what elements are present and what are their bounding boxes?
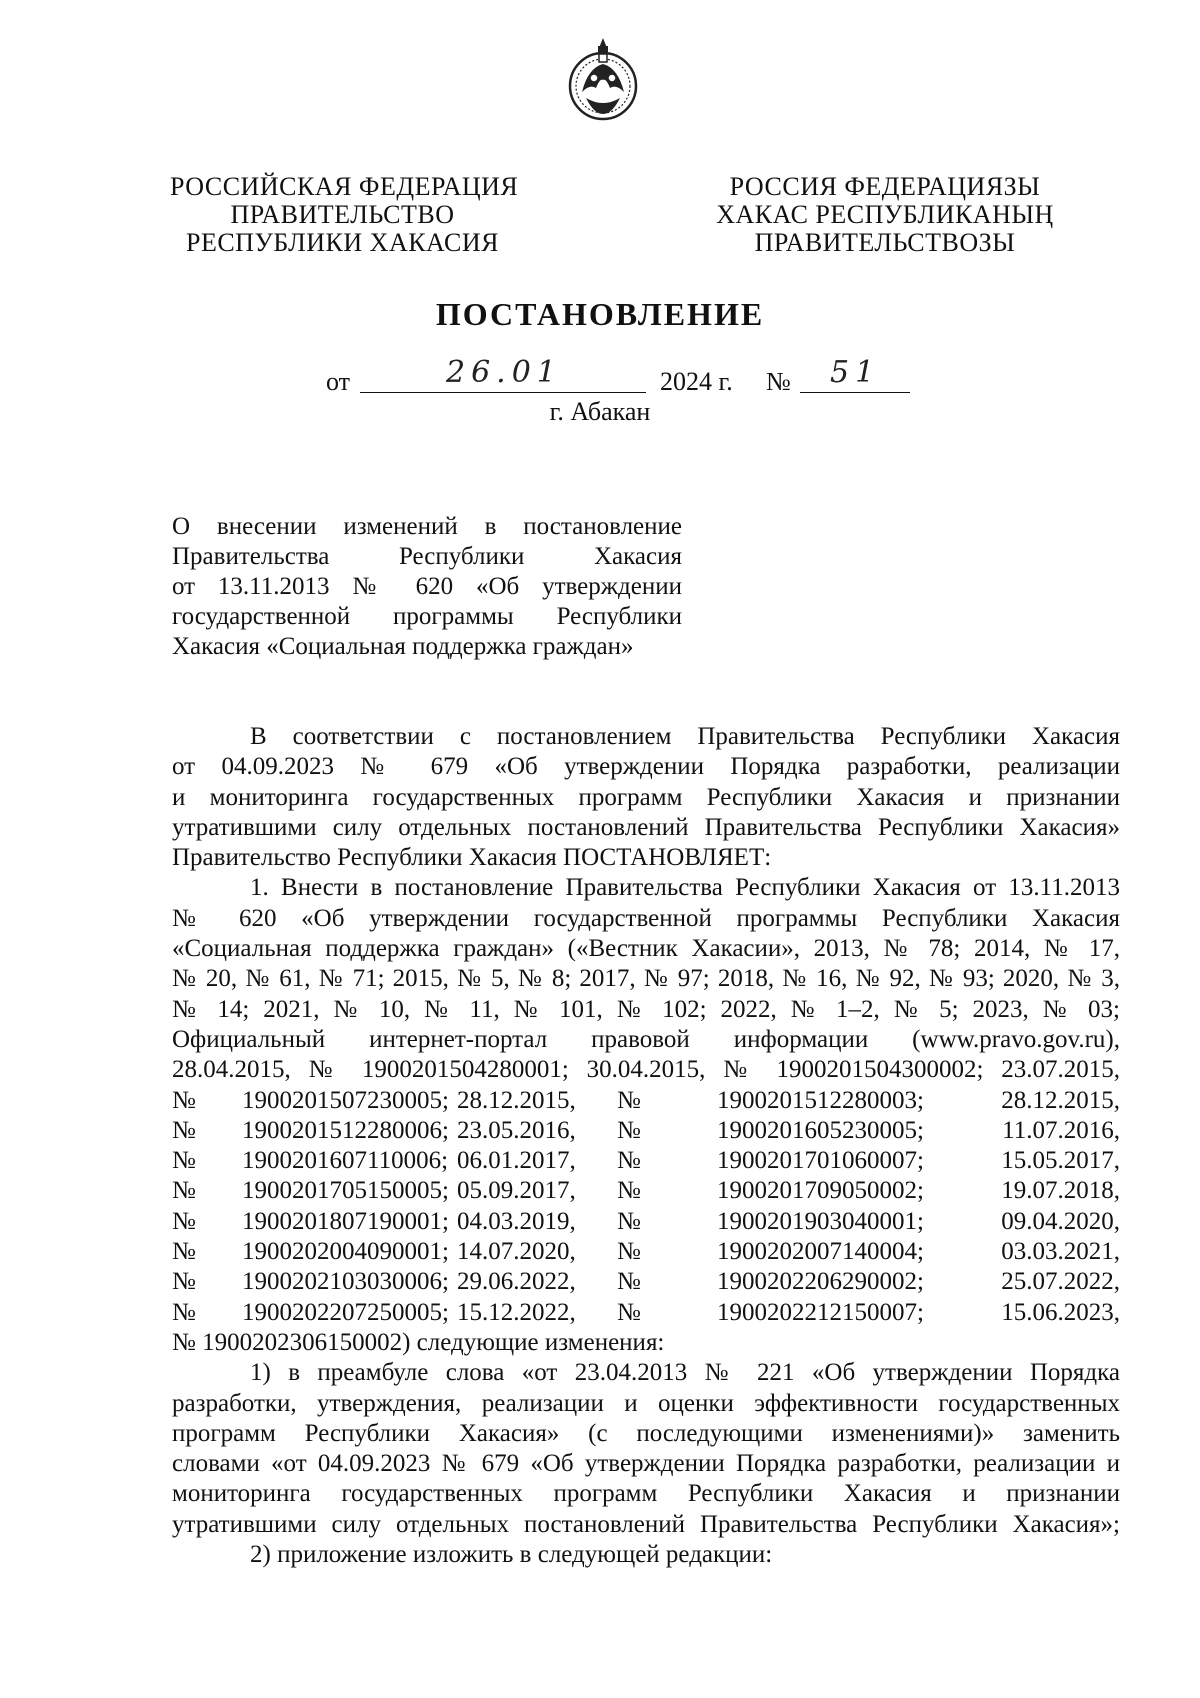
body-line: 1) в преамбуле слова «от 23.04.2013 № 221 «Об утверждении Порядка: [250, 1359, 1120, 1387]
number-handwritten: 51: [830, 355, 881, 390]
table-cell: №: [617, 1238, 641, 1266]
table-cell: 1900202007140004;: [717, 1238, 924, 1266]
table-row: [172, 1207, 1120, 1237]
registration-numbers-table: [172, 1086, 1120, 1328]
date-year: 2024 г.: [660, 367, 733, 396]
body-line: № 20, № 61, № 71; 2015, № 5, № 8; 2017, № 97; 2018, № 16, № 92, № 93; 2020, № 3,: [172, 965, 1120, 993]
table-cell: №: [172, 1298, 196, 1326]
table-cell: 1900201807190001;: [242, 1207, 449, 1235]
header-left: [170, 172, 519, 257]
table-cell: 03.03.2021,: [1001, 1238, 1120, 1266]
table-cell: 06.01.2017,: [457, 1147, 576, 1175]
body-line: от 04.09.2023 № 679 «Об утверждении Порядка разработки, реализации: [172, 753, 1120, 781]
body-line: программ Республики Хакасия» (с последующими изменениями)» заменить: [172, 1419, 1120, 1447]
table-cell: №: [617, 1298, 641, 1326]
document-body: [172, 722, 1120, 1570]
date-handwritten: 26.01: [446, 355, 562, 390]
body-line: утратившими силу отдельных постановлений Правительства Республики Хакасия»: [172, 813, 1120, 841]
table-cell: №: [617, 1116, 641, 1144]
header-right-line: ПРАВИТЕЛЬСТВОЗЫ: [754, 228, 1016, 257]
table-cell: 1900201709050002;: [717, 1177, 924, 1205]
table-cell: №: [172, 1177, 196, 1205]
body-line: словами «от 04.09.2023 № 679 «Об утверждении Порядка разработки, реализации и: [172, 1450, 1120, 1478]
table-row: [172, 1267, 1120, 1297]
subject-line: Хакасия «Социальная поддержка граждан»: [172, 633, 634, 660]
table-cell: №: [617, 1086, 641, 1114]
subject-line: от 13.11.2013 № 620 «Об утверждении: [172, 573, 682, 600]
body-line: и мониторинга государственных программ Республики Хакасия и признании: [172, 783, 1120, 811]
table-cell: 1900202004090001;: [242, 1238, 449, 1266]
table-cell: 1900201607110006;: [242, 1147, 449, 1175]
subject-line: О внесении изменений в постановление: [172, 513, 682, 540]
header-left-line: РЕСПУБЛИКИ ХАКАСИЯ: [185, 228, 499, 257]
body-line: мониторинга государственных программ Республики Хакасия и признании: [172, 1480, 1120, 1508]
table-cell: 15.05.2017,: [1001, 1147, 1120, 1175]
body-line: Официальный интернет-портал правовой информации (www.pravo.gov.ru),: [172, 1025, 1120, 1053]
table-row: [172, 1298, 1120, 1328]
table-row: [172, 1237, 1120, 1267]
body-line: разработки, утверждения, реализации и оценки эффективности государственных: [172, 1389, 1120, 1417]
body-line: № 620 «Об утверждении государственной программы Республики Хакасия: [172, 904, 1120, 932]
table-cell: №: [617, 1268, 641, 1296]
table-row: [172, 1176, 1120, 1206]
table-cell: 1900202207250005;: [242, 1298, 449, 1326]
body-line: «Социальная поддержка граждан» («Вестник Хакасии», 2013, № 78; 2014, № 17,: [172, 935, 1120, 963]
header-left-line: ПРАВИТЕЛЬСТВО: [230, 200, 455, 229]
table-cell: 25.07.2022,: [1001, 1268, 1120, 1296]
table-cell: 19.07.2018,: [1001, 1177, 1120, 1205]
table-cell: 14.07.2020,: [457, 1238, 576, 1266]
table-cell: 1900201605230005;: [717, 1116, 924, 1144]
city: г. Абакан: [549, 397, 651, 426]
subject-line: Правительства Республики Хакасия: [172, 543, 682, 570]
table-cell: 1900201903040001;: [717, 1207, 924, 1235]
table-cell: 05.09.2017,: [457, 1177, 576, 1205]
subject-line: государственной программы Республики: [172, 603, 682, 630]
table-cell: 04.03.2019,: [457, 1207, 576, 1235]
table-cell: 1900202103030006;: [242, 1268, 449, 1296]
table-cell: 1900202206290002;: [717, 1268, 924, 1296]
body-line: утратившими силу отдельных постановлений Правительства Республики Хакасия»;: [172, 1510, 1120, 1538]
number-underline: [800, 392, 910, 393]
body-line: 2) приложение изложить в следующей редакции:: [250, 1541, 773, 1569]
body-line: 1. Внести в постановление Правительства Республики Хакасия от 13.11.2013: [250, 874, 1120, 902]
body-line: 28.04.2015, № 1900201504280001; 30.04.2015, № 1900201504300002; 23.07.2015,: [172, 1056, 1120, 1084]
subject-block: [172, 512, 682, 662]
table-cell: 15.06.2023,: [1001, 1298, 1120, 1326]
table-cell: №: [172, 1086, 196, 1114]
table-cell: №: [617, 1177, 641, 1205]
table-cell: №: [172, 1238, 196, 1266]
table-cell: 1900201512280006;: [242, 1116, 449, 1144]
header-right: [710, 173, 1060, 257]
table-cell: №: [172, 1147, 196, 1175]
table-cell: №: [172, 1207, 196, 1235]
body-line: № 14; 2021, № 10, № 11, № 101, № 102; 2022, № 1–2, № 5; 2023, № 03;: [172, 995, 1120, 1023]
table-cell: №: [617, 1147, 641, 1175]
date-from-label: от: [326, 367, 351, 396]
table-row: [172, 1146, 1120, 1176]
table-cell: №: [617, 1207, 641, 1235]
header-right-line: РОССИЯ ФЕДЕРАЦИЯЗЫ: [729, 172, 1041, 201]
table-cell: №: [172, 1268, 196, 1296]
table-cell: 23.05.2016,: [457, 1116, 576, 1144]
date-number-row: [0, 355, 1200, 397]
table-cell: 1900201507230005;: [242, 1086, 449, 1114]
table-cell: 09.04.2020,: [1001, 1207, 1120, 1235]
body-line: № 1900202306150002) следующие изменения:: [172, 1328, 665, 1356]
table-row: [172, 1086, 1120, 1116]
table-cell: 29.06.2022,: [457, 1268, 576, 1296]
table-cell: 1900202212150007;: [717, 1298, 924, 1326]
table-cell: 1900201705150005;: [242, 1177, 449, 1205]
table-row: [172, 1116, 1120, 1146]
table-cell: 15.12.2022,: [457, 1298, 576, 1326]
table-cell: 1900201701060007;: [717, 1147, 924, 1175]
table-cell: 11.07.2016,: [1002, 1116, 1120, 1144]
body-line: Правительство Республики Хакасия ПОСТАНОВЛЯЕТ:: [172, 844, 772, 872]
table-cell: 28.12.2015,: [457, 1086, 576, 1114]
table-cell: №: [172, 1116, 196, 1144]
header-left-line: РОССИЙСКАЯ ФЕДЕРАЦИЯ: [170, 172, 519, 201]
body-line: В соответствии с постановлением Правительства Республики Хакасия: [250, 723, 1120, 750]
document-title: ПОСТАНОВЛЕНИЕ: [435, 296, 765, 332]
number-label: №: [766, 367, 791, 396]
date-underline: [360, 392, 646, 393]
table-cell: 28.12.2015,: [1001, 1086, 1120, 1114]
table-cell: 1900201512280003;: [717, 1086, 924, 1114]
coat-of-arms-emblem: [566, 34, 640, 124]
header-right-line: ХАКАС РЕСПУБЛИКАНЫҢ: [716, 200, 1054, 229]
